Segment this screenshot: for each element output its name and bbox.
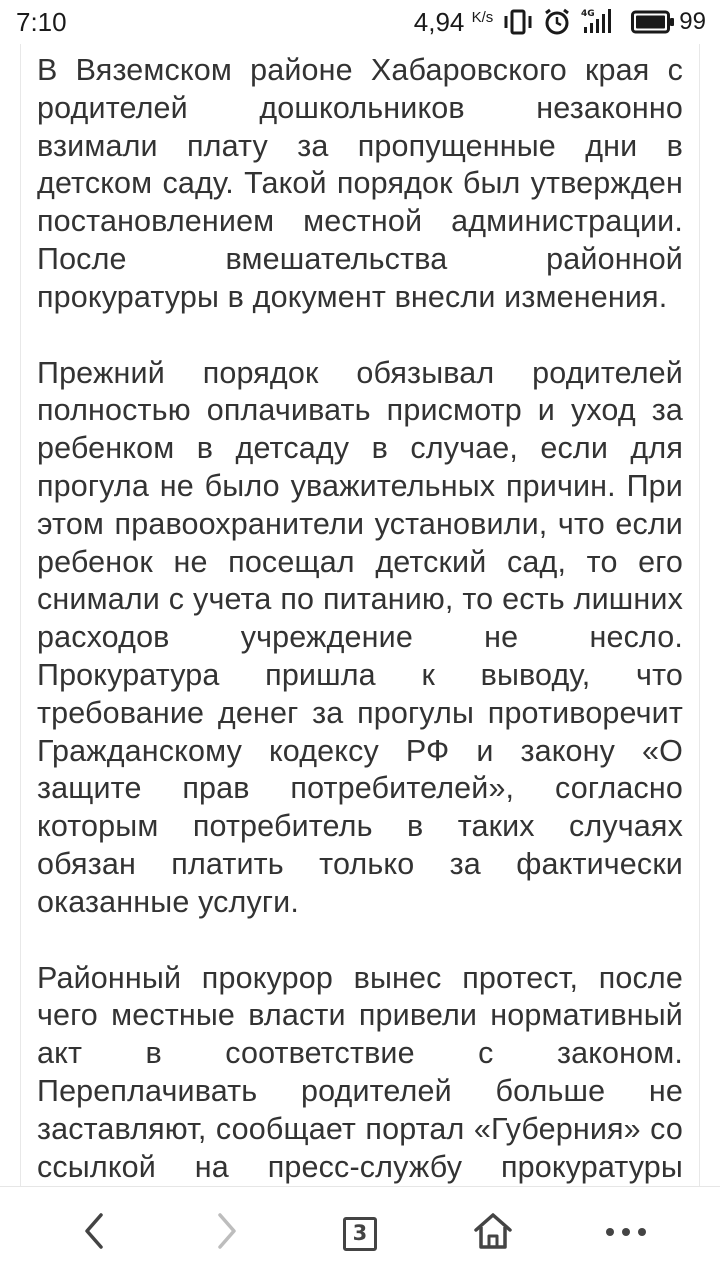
battery-icon bbox=[631, 10, 675, 34]
status-time: 7:10 bbox=[16, 6, 67, 37]
article-viewport[interactable] bbox=[20, 44, 700, 1186]
more-icon bbox=[604, 1225, 648, 1243]
home-button[interactable] bbox=[453, 1194, 533, 1274]
status-indicators bbox=[414, 7, 706, 38]
network-type-label: 4G bbox=[581, 9, 595, 19]
signal-4g-icon bbox=[581, 7, 621, 37]
network-speed-value: 4,94 bbox=[413, 6, 465, 37]
forward-icon bbox=[212, 1211, 242, 1256]
tabs-icon bbox=[343, 1217, 377, 1251]
home-icon bbox=[473, 1211, 513, 1256]
alarm-icon bbox=[543, 8, 571, 36]
article-paragraph: В Вяземском районе Хабаровского края с родителей дошкольников незаконно взимали плату за пропущенные дни в детском саду. Такой порядок был утвержден постановлением местной администрации. После вмешательства районной прокуратуры в документ внесли изменения. bbox=[37, 53, 683, 314]
forward-button[interactable] bbox=[187, 1194, 267, 1274]
article-body bbox=[21, 52, 699, 1224]
article-paragraph: Районный прокурор вынес протест, после чего местные власти привели нормативный акт в соответствие с законом. Переплачивать родителей больше не заставляют, сообщает портал «Губерния» со ссылкой на пресс-службу прокуратуры bbox=[37, 960, 683, 1184]
tabs-count: 3 bbox=[352, 1221, 368, 1245]
network-speed bbox=[414, 7, 494, 38]
more-button[interactable] bbox=[586, 1194, 666, 1274]
tabs-button[interactable] bbox=[320, 1194, 400, 1274]
network-speed-unit: K/s bbox=[471, 8, 494, 26]
browser-bottom-nav bbox=[0, 1186, 720, 1280]
battery-status bbox=[631, 8, 706, 36]
back-button[interactable] bbox=[54, 1194, 134, 1274]
article-paragraph: Прежний порядок обязывал родителей полностью оплачивать присмотр и уход за ребенком в детсаду в случае, если для прогула не было уважительных причин. При этом правоохранители установили, что если ребенок не посещал детский сад, то его снимали с учета по питанию, то есть лишних расходов учреждение не несло. Прокуратура пришла к выводу, что требование денег за прогулы противоречит Гражданскому кодексу РФ и закону «О защите прав потребителей», согласно которым потребитель в таких случаях обязан платить только за фактически оказанные услуги. bbox=[37, 355, 683, 919]
status-bar bbox=[0, 0, 720, 44]
battery-level: 99 bbox=[679, 8, 706, 35]
back-icon bbox=[79, 1211, 109, 1256]
vibrate-icon bbox=[503, 9, 533, 35]
